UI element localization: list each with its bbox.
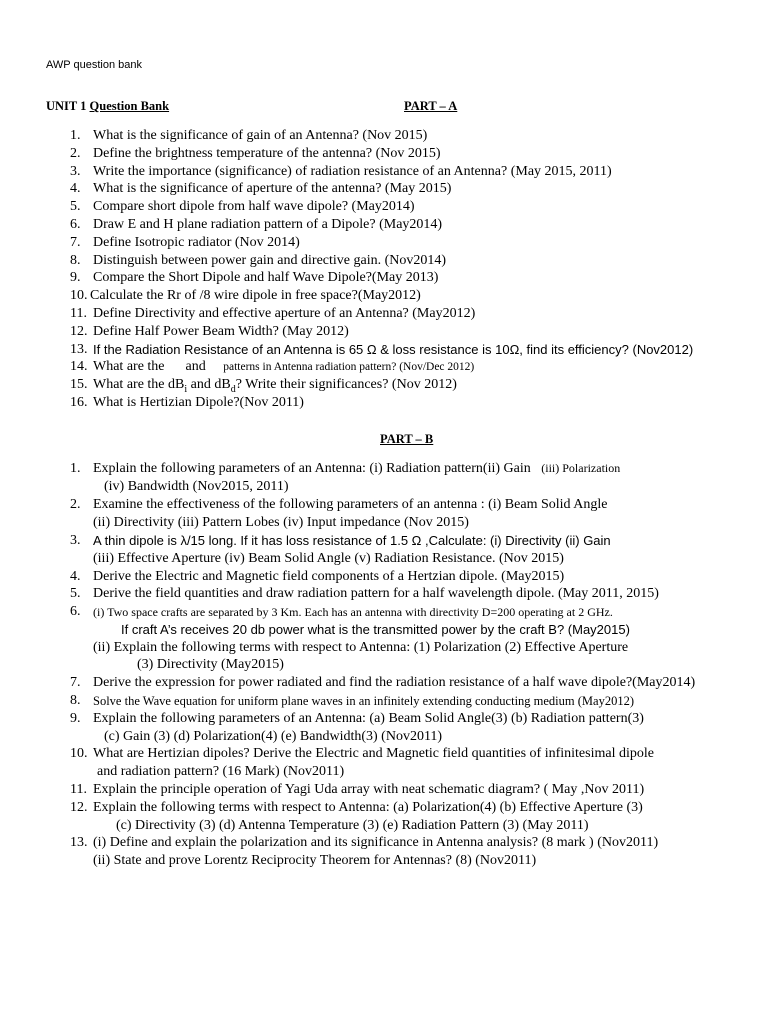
- part-b-heading: PART – B: [380, 432, 434, 446]
- question-text: Solve the Wave equation for uniform plane waves in an infinitely extending conducting medium (May2012): [93, 694, 634, 708]
- question-continuation: (iv) Bandwidth (Nov2015, 2011): [104, 479, 289, 494]
- question-text: If the Radiation Resistance of an Antenna is 65 Ω & loss resistance is 10Ω, find its efficiency? (Nov2012): [93, 341, 694, 357]
- question-text: Explain the following parameters of an Antenna: (a) Beam Solid Angle(3) (b) Radiation pattern(3): [93, 711, 644, 726]
- question-item: [70, 394, 760, 412]
- question-continuation: and radiation pattern? (16 Mark) (Nov2011): [97, 764, 345, 779]
- question-text: Examine the effectiveness of the following parameters of an antenna : (i) Beam Solid Angle: [93, 497, 608, 512]
- question-number: 14.: [70, 359, 88, 375]
- question-number: 3.: [70, 163, 81, 179]
- question-item: [70, 127, 760, 145]
- question-number: 7.: [70, 234, 81, 250]
- question-number: 8.: [70, 693, 81, 708]
- question-number: 6.: [70, 604, 81, 619]
- question-item: [70, 180, 760, 198]
- question-text: (i) Two space crafts are separated by 3 Km. Each has an antenna with directivity D=200 operating at 2 GHz.: [93, 605, 613, 619]
- question-number: 11.: [70, 782, 87, 797]
- question-continuation: (3) Directivity (May2015): [137, 657, 284, 672]
- unit-title: [46, 99, 169, 114]
- question-text: Write the importance (significance) of radiation resistance of an Antenna? (May 2015, 2011): [93, 163, 612, 179]
- question-text: [93, 461, 620, 477]
- question-continuation: (ii) Explain the following terms with respect to Antenna: (1) Polarization (2) Effective Aperture: [93, 640, 629, 655]
- question-item: [70, 252, 760, 270]
- question-text: What is the significance of aperture of the antenna? (May 2015): [93, 181, 452, 197]
- question-text: Explain the following terms with respect to Antenna: (a) Polarization(4) (b) Effective Aperture (3): [93, 800, 643, 815]
- question-number: 12.: [70, 323, 88, 339]
- part-a-question-list: [70, 127, 760, 412]
- question-item: [70, 269, 760, 287]
- question-item: [70, 216, 760, 234]
- question-text: Derive the Electric and Magnetic field components of a Hertzian dipole. (May2015): [93, 569, 565, 584]
- question-number: 9.: [70, 711, 81, 726]
- question-text: What is the significance of gain of an Antenna? (Nov 2015): [93, 128, 428, 143]
- question-text: Derive the expression for power radiated and find the radiation resistance of a half wave dipole?(May2014): [93, 675, 696, 690]
- question-number: 11.: [70, 305, 87, 321]
- question-text: Calculate the Rr of /8 wire dipole in free space?(May2012): [90, 288, 421, 304]
- question-item: [70, 287, 760, 305]
- question-item: [70, 163, 760, 181]
- question-number: 5.: [70, 199, 81, 215]
- question-item: [70, 234, 760, 252]
- question-number: 2.: [70, 497, 81, 512]
- question-number: 13.: [70, 341, 88, 357]
- question-text: Compare short dipole from half wave dipole? (May2014): [93, 199, 415, 215]
- question-continuation: (c) Directivity (3) (d) Antenna Temperature (3) (e) Radiation Pattern (3) (May 2011): [116, 818, 589, 833]
- question-continuation: If craft A’s receives 20 db power what is the transmitted power by the craft B? (May2015): [121, 622, 630, 637]
- question-number: 10.: [70, 288, 88, 304]
- unit-header: [46, 99, 746, 115]
- question-item: [70, 323, 760, 341]
- question-text-small: patterns in Antenna radiation pattern? (Nov/Dec 2012): [223, 361, 475, 374]
- question-text: A thin dipole is λ/15 long. If it has loss resistance of 1.5 Ω ,Calculate: (i) Directivity (ii) Gain: [93, 533, 611, 548]
- question-text: [93, 358, 474, 377]
- document-title: AWP question bank: [46, 59, 143, 71]
- question-number: 7.: [70, 675, 81, 690]
- question-continuation: (ii) State and prove Lorentz Reciprocity Theorem for Antennas? (8) (Nov2011): [93, 853, 537, 868]
- question-text-mid: and dB: [187, 377, 231, 393]
- question-text: What are Hertizian dipoles? Derive the Electric and Magnetic field quantities of infinitesimal dipole: [93, 746, 654, 761]
- question-number: 13.: [70, 835, 88, 850]
- question-text-post: ? Write their significances? (Nov 2012): [235, 377, 457, 393]
- question-text-main: What are the and: [93, 359, 224, 375]
- question-text: What is Hertizian Dipole?(Nov 2011): [93, 394, 304, 410]
- question-text: Define Directivity and effective aperture of an Antenna? (May2012): [93, 305, 476, 321]
- question-item: [70, 198, 760, 216]
- question-text: Compare the Short Dipole and half Wave Dipole?(May 2013): [93, 270, 439, 286]
- question-text: Derive the field quantities and draw radiation pattern for a half wavelength dipole. (May 2011, 2015): [93, 586, 659, 601]
- question-text-main: Explain the following parameters of an Antenna: (i) Radiation pattern(ii) Gain: [93, 461, 531, 476]
- question-text: Define the brightness temperature of the antenna? (Nov 2015): [93, 145, 441, 161]
- question-number: 10.: [70, 746, 88, 761]
- question-number: 4.: [70, 181, 81, 197]
- question-number: 1.: [70, 461, 81, 476]
- unit-title-underlined: Question Bank: [89, 99, 170, 113]
- question-text: Explain the principle operation of Yagi Uda array with neat schematic diagram? ( May ,Nov 2011): [93, 782, 645, 797]
- question-item: [70, 145, 760, 163]
- question-text: Define Isotropic radiator (Nov 2014): [93, 234, 300, 250]
- question-item: [70, 358, 760, 376]
- question-number: 8.: [70, 252, 81, 268]
- question-continuation: (ii) Directivity (iii) Pattern Lobes (iv) Input impedance (Nov 2015): [93, 515, 469, 530]
- question-number: 12.: [70, 800, 88, 815]
- question-text: Define Half Power Beam Width? (May 2012): [93, 323, 349, 339]
- question-number: 16.: [70, 394, 88, 410]
- question-number: 5.: [70, 586, 81, 601]
- unit-title-prefix: UNIT 1: [46, 99, 87, 113]
- question-number: 6.: [70, 216, 81, 232]
- question-continuation: (c) Gain (3) (d) Polarization(4) (e) Bandwidth(3) (Nov2011): [104, 729, 443, 744]
- subscript-d: d: [230, 383, 236, 395]
- part-a-heading: PART – A: [404, 99, 458, 113]
- question-number: 1.: [70, 128, 81, 143]
- subscript-i: i: [184, 383, 188, 395]
- question-number: 3.: [70, 533, 81, 548]
- question-text: Distinguish between power gain and directive gain. (Nov2014): [93, 252, 447, 268]
- question-continuation: (iii) Effective Aperture (iv) Beam Solid Angle (v) Radiation Resistance. (Nov 2015): [93, 551, 564, 566]
- question-item: [70, 305, 760, 323]
- question-item: [70, 376, 760, 394]
- question-text-pre: What are the dB: [93, 377, 185, 393]
- question-text: Draw E and H plane radiation pattern of a Dipole? (May2014): [93, 216, 443, 232]
- question-number: 4.: [70, 569, 81, 584]
- question-text-small: (iii) Polarization: [541, 461, 621, 475]
- question-number: 15.: [70, 377, 88, 393]
- question-item: [70, 341, 760, 359]
- question-number: 2.: [70, 145, 81, 161]
- question-text: (i) Define and explain the polarization and its significance in Antenna analysis? (8 mark ) (Nov2011): [93, 835, 659, 850]
- question-number: 9.: [70, 270, 81, 286]
